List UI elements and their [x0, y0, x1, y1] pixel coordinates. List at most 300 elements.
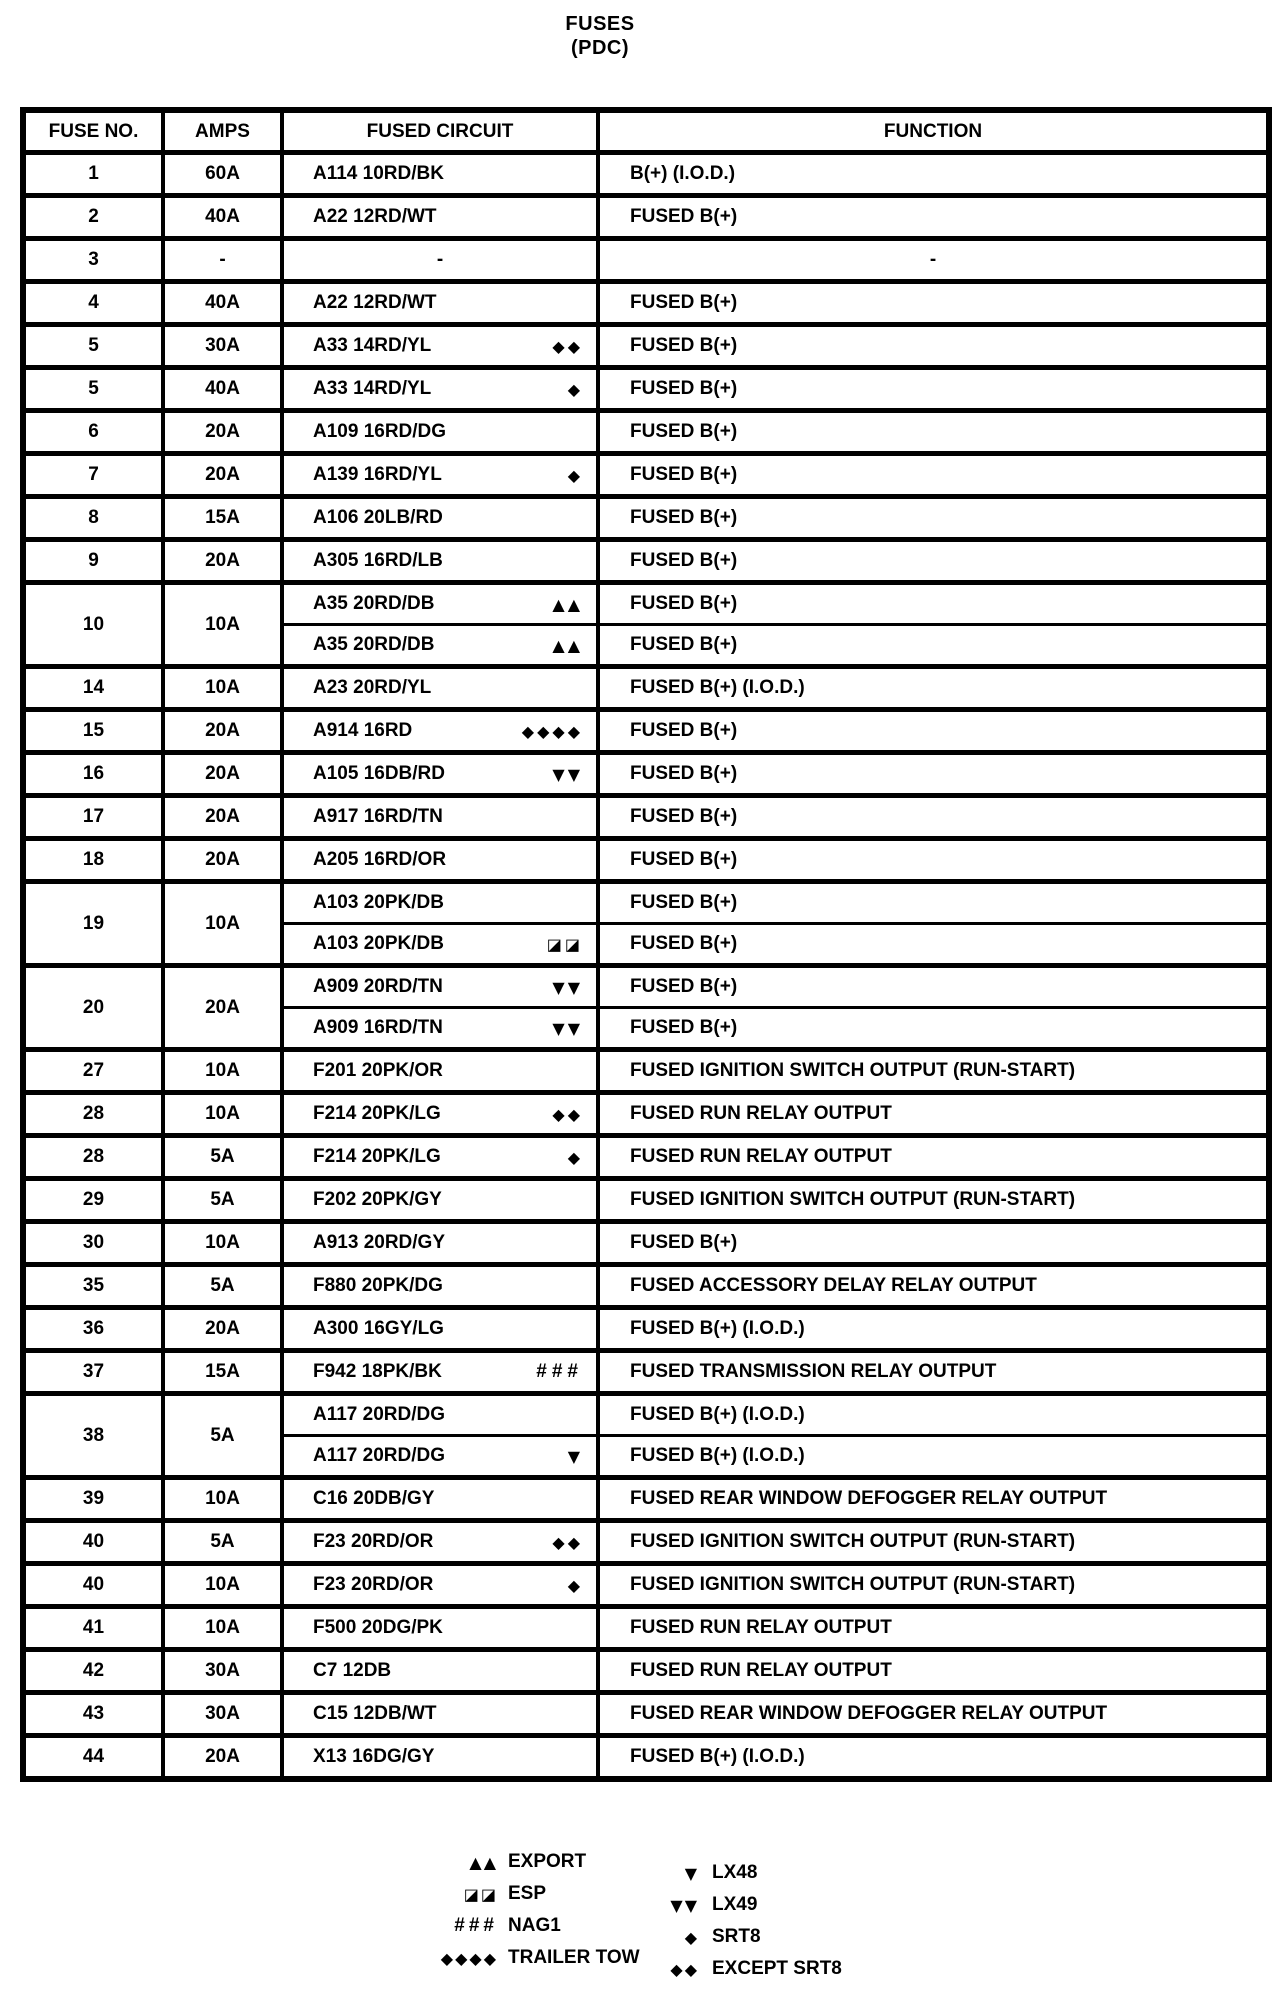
function-cell: - — [598, 239, 1269, 282]
function-cell: FUSED B(+) — [598, 882, 1269, 924]
circuit-text: A33 14RD/YL — [313, 335, 432, 356]
legend-row — [360, 1846, 640, 1878]
fuse-no-cell: 9 — [23, 540, 163, 583]
legend-label: LX49 — [712, 1894, 758, 1915]
circuit-text: C7 12DB — [313, 1660, 392, 1681]
circuit-wrap — [284, 1404, 596, 1426]
circuit-wrap — [284, 849, 596, 871]
circuit-wrap — [284, 292, 596, 314]
amps-cell: 15A — [163, 1351, 282, 1394]
circuit-symbol: ▼▼ — [552, 1018, 583, 1038]
function-cell: FUSED B(+) — [598, 325, 1269, 368]
table-row — [23, 1650, 1269, 1693]
function-cell: FUSED B(+) — [598, 1008, 1269, 1050]
circuit-wrap — [284, 1275, 596, 1297]
legend-label: EXCEPT SRT8 — [712, 1958, 842, 1979]
circuit-text: A917 16RD/TN — [313, 806, 443, 827]
fused-circuit-cell — [282, 924, 598, 966]
circuit-wrap — [284, 1103, 596, 1125]
table-row — [23, 1136, 1269, 1179]
amps-cell: 15A — [163, 497, 282, 540]
circuit-symbol: ◆ — [567, 379, 583, 399]
function-cell: FUSED B(+) — [598, 839, 1269, 882]
legend-row — [600, 1857, 842, 1889]
amps-cell: 10A — [163, 583, 282, 667]
legend-label: ESP — [508, 1883, 547, 1904]
circuit-text: F214 20PK/LG — [313, 1103, 441, 1124]
circuit-text: A139 16RD/YL — [313, 464, 442, 485]
function-cell: FUSED B(+) — [598, 368, 1269, 411]
function-cell: FUSED B(+) — [598, 710, 1269, 753]
title-line-2: (PDC) — [570, 37, 630, 59]
amps-cell: 5A — [163, 1521, 282, 1564]
table-row — [23, 796, 1269, 839]
amps-cell: 5A — [163, 1179, 282, 1222]
circuit-text: A300 16GY/LG — [313, 1318, 444, 1339]
table-row — [23, 1222, 1269, 1265]
amps-cell: 30A — [163, 1650, 282, 1693]
amps-cell: 5A — [163, 1394, 282, 1478]
circuit-text: A103 20PK/DB — [313, 933, 444, 954]
fuse-no-cell: 4 — [23, 282, 163, 325]
legend-symbol: ◆◆ — [670, 1959, 699, 1979]
function-cell: FUSED RUN RELAY OUTPUT — [598, 1136, 1269, 1179]
fused-circuit-cell — [282, 540, 598, 583]
fused-circuit-cell — [282, 1179, 598, 1222]
legend-symbol: ▲▲ — [469, 1852, 498, 1872]
fuse-no-cell: 16 — [23, 753, 163, 796]
function-cell: FUSED REAR WINDOW DEFOGGER RELAY OUTPUT — [598, 1693, 1269, 1736]
table-row — [23, 411, 1269, 454]
fused-circuit-cell: - — [282, 239, 598, 282]
table-row — [23, 196, 1269, 239]
fused-circuit-cell — [282, 1050, 598, 1093]
circuit-symbol: ◆ — [567, 465, 583, 485]
fused-circuit-cell — [282, 710, 598, 753]
title-line-1: FUSES — [565, 13, 635, 35]
amps-cell: 20A — [163, 454, 282, 497]
table-row — [23, 153, 1269, 196]
fused-circuit-cell — [282, 1222, 598, 1265]
circuit-wrap — [284, 1189, 596, 1211]
fuse-no-cell: 29 — [23, 1179, 163, 1222]
fused-circuit-cell — [282, 882, 598, 924]
table-row — [23, 540, 1269, 583]
circuit-symbol: ### — [536, 1361, 583, 1382]
table-row — [23, 1093, 1269, 1136]
function-cell: FUSED RUN RELAY OUTPUT — [598, 1093, 1269, 1136]
amps-cell: 10A — [163, 1050, 282, 1093]
legend-row — [600, 1953, 842, 1985]
legend-label: NAG1 — [508, 1915, 561, 1936]
legend-symbol: ◆ — [684, 1927, 699, 1947]
table-row — [23, 1607, 1269, 1650]
table-row — [23, 1308, 1269, 1351]
circuit-wrap — [284, 1703, 596, 1725]
table-row — [23, 1478, 1269, 1521]
circuit-text: F23 20RD/OR — [313, 1531, 434, 1552]
circuit-wrap — [284, 1060, 596, 1082]
fuse-no-cell: 5 — [23, 368, 163, 411]
header-function: FUNCTION — [598, 110, 1269, 153]
page-title — [0, 12, 1200, 60]
fused-circuit-cell — [282, 625, 598, 667]
fuse-no-cell: 39 — [23, 1478, 163, 1521]
circuit-text: F880 20PK/DG — [313, 1275, 443, 1296]
amps-cell: 20A — [163, 839, 282, 882]
circuit-wrap — [284, 550, 596, 572]
fused-circuit-cell — [282, 1265, 598, 1308]
legend-row — [360, 1942, 640, 1974]
circuit-wrap — [284, 335, 596, 357]
circuit-wrap — [284, 634, 596, 656]
table-row — [23, 325, 1269, 368]
function-cell: FUSED B(+) — [598, 540, 1269, 583]
fuse-no-cell: 14 — [23, 667, 163, 710]
circuit-wrap — [284, 720, 596, 742]
legend-row — [600, 1889, 842, 1921]
fuse-no-cell: 43 — [23, 1693, 163, 1736]
fuse-no-cell: 15 — [23, 710, 163, 753]
circuit-text: C16 20DB/GY — [313, 1488, 435, 1509]
legend-label: LX48 — [712, 1862, 758, 1883]
circuit-text: A23 20RD/YL — [313, 677, 432, 698]
function-cell: FUSED B(+) — [598, 497, 1269, 540]
fuse-no-cell: 44 — [23, 1736, 163, 1780]
table-header-row — [23, 110, 1269, 153]
amps-cell: 40A — [163, 282, 282, 325]
legend-symbol: ◆◆◆◆ — [440, 1948, 498, 1968]
fused-circuit-cell — [282, 753, 598, 796]
circuit-wrap — [284, 1232, 596, 1254]
circuit-text: A117 20RD/DG — [313, 1445, 446, 1466]
function-cell: FUSED TRANSMISSION RELAY OUTPUT — [598, 1351, 1269, 1394]
fuse-no-cell: 3 — [23, 239, 163, 282]
function-cell: FUSED B(+) — [598, 924, 1269, 966]
table-row — [23, 1693, 1269, 1736]
circuit-wrap — [284, 593, 596, 615]
function-cell: FUSED B(+) (I.O.D.) — [598, 1436, 1269, 1478]
fused-circuit-cell — [282, 796, 598, 839]
circuit-wrap — [284, 1318, 596, 1340]
legend-symbol: ▼▼ — [670, 1895, 699, 1915]
table-row — [23, 1736, 1269, 1780]
fuse-no-cell: 41 — [23, 1607, 163, 1650]
function-cell: FUSED RUN RELAY OUTPUT — [598, 1607, 1269, 1650]
circuit-wrap — [284, 378, 596, 400]
amps-cell: 10A — [163, 667, 282, 710]
amps-cell: 20A — [163, 710, 282, 753]
function-cell: FUSED IGNITION SWITCH OUTPUT (RUN-START) — [598, 1521, 1269, 1564]
legend-left-column — [360, 1846, 640, 1974]
circuit-wrap — [284, 464, 596, 486]
circuit-text: A35 20RD/DB — [313, 634, 435, 655]
fuse-no-cell: 40 — [23, 1564, 163, 1607]
circuit-text: F202 20PK/GY — [313, 1189, 442, 1210]
amps-cell: 20A — [163, 411, 282, 454]
circuit-symbol: ◆◆ — [552, 336, 583, 356]
fused-circuit-cell — [282, 1093, 598, 1136]
circuit-wrap — [284, 806, 596, 828]
amps-cell: 10A — [163, 1093, 282, 1136]
circuit-wrap — [284, 163, 596, 185]
function-cell: FUSED B(+) (I.O.D.) — [598, 667, 1269, 710]
fuse-no-cell: 28 — [23, 1136, 163, 1179]
fused-circuit-cell — [282, 1351, 598, 1394]
legend-symbol: ▼ — [684, 1863, 699, 1883]
table-row — [23, 583, 1269, 625]
circuit-wrap — [284, 1531, 596, 1553]
fused-circuit-cell — [282, 1394, 598, 1436]
circuit-wrap — [284, 1361, 596, 1383]
circuit-text: A103 20PK/DB — [313, 892, 444, 913]
circuit-wrap — [284, 933, 596, 955]
function-cell: FUSED IGNITION SWITCH OUTPUT (RUN-START) — [598, 1179, 1269, 1222]
table-row — [23, 1351, 1269, 1394]
circuit-text: A106 20LB/RD — [313, 507, 443, 528]
amps-cell: 20A — [163, 796, 282, 839]
fused-circuit-cell — [282, 325, 598, 368]
function-cell: FUSED B(+) — [598, 1222, 1269, 1265]
fuse-no-cell: 7 — [23, 454, 163, 497]
header-amps: AMPS — [163, 110, 282, 153]
fuse-no-cell: 20 — [23, 966, 163, 1050]
circuit-text: A105 16DB/RD — [313, 763, 445, 784]
amps-cell: 10A — [163, 1564, 282, 1607]
circuit-wrap — [284, 892, 596, 914]
table-row — [23, 839, 1269, 882]
amps-cell: 10A — [163, 1478, 282, 1521]
circuit-text: F500 20DG/PK — [313, 1617, 443, 1638]
function-cell: FUSED B(+) — [598, 753, 1269, 796]
fuse-no-cell: 30 — [23, 1222, 163, 1265]
table-row — [23, 282, 1269, 325]
circuit-symbol: ◆ — [567, 1575, 583, 1595]
circuit-text: A33 14RD/YL — [313, 378, 432, 399]
fused-circuit-cell — [282, 1521, 598, 1564]
amps-cell: 40A — [163, 368, 282, 411]
fuse-no-cell: 35 — [23, 1265, 163, 1308]
fuse-no-cell: 10 — [23, 583, 163, 667]
fuse-no-cell: 17 — [23, 796, 163, 839]
circuit-wrap — [284, 507, 596, 529]
legend-label: SRT8 — [712, 1926, 761, 1947]
amps-cell: - — [163, 239, 282, 282]
table-row — [23, 368, 1269, 411]
fused-circuit-cell — [282, 153, 598, 196]
fuse-no-cell: 40 — [23, 1521, 163, 1564]
fused-circuit-cell — [282, 1308, 598, 1351]
legend-row — [600, 1921, 842, 1953]
fused-circuit-cell — [282, 1564, 598, 1607]
circuit-symbol: ▼ — [567, 1446, 583, 1466]
fused-circuit-cell — [282, 368, 598, 411]
circuit-text: A305 16RD/LB — [313, 550, 443, 571]
fuse-no-cell: 6 — [23, 411, 163, 454]
fused-circuit-cell — [282, 667, 598, 710]
fused-circuit-cell — [282, 282, 598, 325]
legend-symbol: ◪◪ — [463, 1884, 498, 1904]
fused-circuit-cell — [282, 1736, 598, 1780]
legend-right-column — [600, 1857, 842, 1985]
circuit-symbol: ▲▲ — [552, 635, 583, 655]
circuit-wrap — [284, 1445, 596, 1467]
amps-cell: 60A — [163, 153, 282, 196]
circuit-text: A22 12RD/WT — [313, 292, 437, 313]
amps-cell: 20A — [163, 1736, 282, 1780]
circuit-text: A114 10RD/BK — [313, 163, 444, 184]
header-fused-circuit: FUSED CIRCUIT — [282, 110, 598, 153]
fuse-no-cell: 5 — [23, 325, 163, 368]
table-row — [23, 1564, 1269, 1607]
fused-circuit-cell — [282, 1136, 598, 1179]
table-row — [23, 454, 1269, 497]
circuit-symbol: ▲▲ — [552, 594, 583, 614]
circuit-text: A117 20RD/DG — [313, 1404, 446, 1425]
function-cell: FUSED B(+) — [598, 966, 1269, 1008]
function-cell: FUSED B(+) (I.O.D.) — [598, 1736, 1269, 1780]
circuit-symbol: ▼▼ — [552, 977, 583, 997]
circuit-text: A35 20RD/DB — [313, 593, 435, 614]
fused-circuit-cell — [282, 196, 598, 239]
legend-row — [360, 1910, 640, 1942]
function-cell: FUSED B(+) (I.O.D.) — [598, 1394, 1269, 1436]
fused-circuit-cell — [282, 1650, 598, 1693]
circuit-text: F214 20PK/LG — [313, 1146, 441, 1167]
fuse-no-cell: 18 — [23, 839, 163, 882]
amps-cell: 30A — [163, 325, 282, 368]
amps-cell: 10A — [163, 1607, 282, 1650]
function-cell: FUSED B(+) — [598, 625, 1269, 667]
amps-cell: 20A — [163, 1308, 282, 1351]
fuse-no-cell: 28 — [23, 1093, 163, 1136]
amps-cell: 10A — [163, 882, 282, 966]
circuit-wrap — [284, 421, 596, 443]
circuit-wrap — [284, 1574, 596, 1596]
circuit-text: A22 12RD/WT — [313, 206, 437, 227]
function-cell: FUSED B(+) — [598, 454, 1269, 497]
fused-circuit-cell — [282, 1436, 598, 1478]
fused-circuit-cell — [282, 454, 598, 497]
circuit-text: A205 16RD/OR — [313, 849, 447, 870]
table-row — [23, 1179, 1269, 1222]
amps-cell: 30A — [163, 1693, 282, 1736]
circuit-text: F942 18PK/BK — [313, 1361, 442, 1382]
fused-circuit-cell — [282, 1008, 598, 1050]
circuit-wrap — [284, 1146, 596, 1168]
function-cell: FUSED B(+) (I.O.D.) — [598, 1308, 1269, 1351]
fused-circuit-cell — [282, 839, 598, 882]
amps-cell: 5A — [163, 1136, 282, 1179]
table-row — [23, 497, 1269, 540]
fused-circuit-cell — [282, 583, 598, 625]
function-cell: FUSED ACCESSORY DELAY RELAY OUTPUT — [598, 1265, 1269, 1308]
function-cell: FUSED B(+) — [598, 411, 1269, 454]
circuit-symbol: ◆◆◆◆ — [521, 721, 583, 741]
table-row — [23, 1394, 1269, 1436]
amps-cell: 10A — [163, 1222, 282, 1265]
header-fuse-no: FUSE NO. — [23, 110, 163, 153]
legend-label: TRAILER TOW — [508, 1947, 640, 1968]
fused-circuit-cell — [282, 411, 598, 454]
fused-circuit-cell — [282, 1607, 598, 1650]
fuse-no-cell: 37 — [23, 1351, 163, 1394]
table-row — [23, 882, 1269, 924]
circuit-text: A914 16RD — [313, 720, 413, 741]
function-cell: FUSED IGNITION SWITCH OUTPUT (RUN-START) — [598, 1050, 1269, 1093]
table-row — [23, 1521, 1269, 1564]
table-row — [23, 667, 1269, 710]
fuse-no-cell: 27 — [23, 1050, 163, 1093]
table-row — [23, 239, 1269, 282]
function-cell: B(+) (I.O.D.) — [598, 153, 1269, 196]
function-cell: FUSED B(+) — [598, 196, 1269, 239]
function-cell: FUSED B(+) — [598, 282, 1269, 325]
circuit-symbol: ◆◆ — [552, 1532, 583, 1552]
circuit-wrap — [284, 1746, 596, 1768]
circuit-wrap — [284, 1617, 596, 1639]
table-row — [23, 1050, 1269, 1093]
function-cell: FUSED REAR WINDOW DEFOGGER RELAY OUTPUT — [598, 1478, 1269, 1521]
circuit-wrap — [284, 206, 596, 228]
circuit-text: C15 12DB/WT — [313, 1703, 437, 1724]
amps-cell: 20A — [163, 966, 282, 1050]
circuit-symbol: ▼▼ — [552, 764, 583, 784]
legend — [0, 1846, 1285, 1996]
circuit-text: A109 16RD/DG — [313, 421, 447, 442]
fuse-no-cell: 8 — [23, 497, 163, 540]
fuse-table — [20, 107, 1272, 1782]
fused-circuit-cell — [282, 966, 598, 1008]
function-cell: FUSED IGNITION SWITCH OUTPUT (RUN-START) — [598, 1564, 1269, 1607]
table-row — [23, 753, 1269, 796]
circuit-symbol: ◆◆ — [552, 1104, 583, 1124]
amps-cell: 20A — [163, 753, 282, 796]
fuse-no-cell: 1 — [23, 153, 163, 196]
amps-cell: 20A — [163, 540, 282, 583]
table-row — [23, 1265, 1269, 1308]
fuse-no-cell: 36 — [23, 1308, 163, 1351]
fused-circuit-cell — [282, 1693, 598, 1736]
function-cell: FUSED RUN RELAY OUTPUT — [598, 1650, 1269, 1693]
circuit-wrap — [284, 677, 596, 699]
circuit-text: F201 20PK/OR — [313, 1060, 443, 1081]
circuit-wrap — [284, 763, 596, 785]
circuit-text: X13 16DG/GY — [313, 1746, 435, 1767]
legend-symbol: ### — [454, 1915, 498, 1936]
fuse-no-cell: 38 — [23, 1394, 163, 1478]
circuit-wrap — [284, 1660, 596, 1682]
legend-label: EXPORT — [508, 1851, 587, 1872]
fuse-no-cell: 19 — [23, 882, 163, 966]
legend-row — [360, 1878, 640, 1910]
fuse-no-cell: 2 — [23, 196, 163, 239]
circuit-wrap — [284, 1488, 596, 1510]
fused-circuit-cell — [282, 497, 598, 540]
circuit-text: F23 20RD/OR — [313, 1574, 434, 1595]
amps-cell: 5A — [163, 1265, 282, 1308]
amps-cell: 40A — [163, 196, 282, 239]
circuit-symbol: ◪◪ — [546, 934, 583, 954]
circuit-symbol: ◆ — [567, 1147, 583, 1167]
circuit-text: A913 20RD/GY — [313, 1232, 446, 1253]
circuit-wrap — [284, 1017, 596, 1039]
table-row — [23, 710, 1269, 753]
table-row — [23, 966, 1269, 1008]
circuit-text: A909 16RD/TN — [313, 1017, 443, 1038]
fuse-no-cell: 42 — [23, 1650, 163, 1693]
fused-circuit-cell — [282, 1478, 598, 1521]
